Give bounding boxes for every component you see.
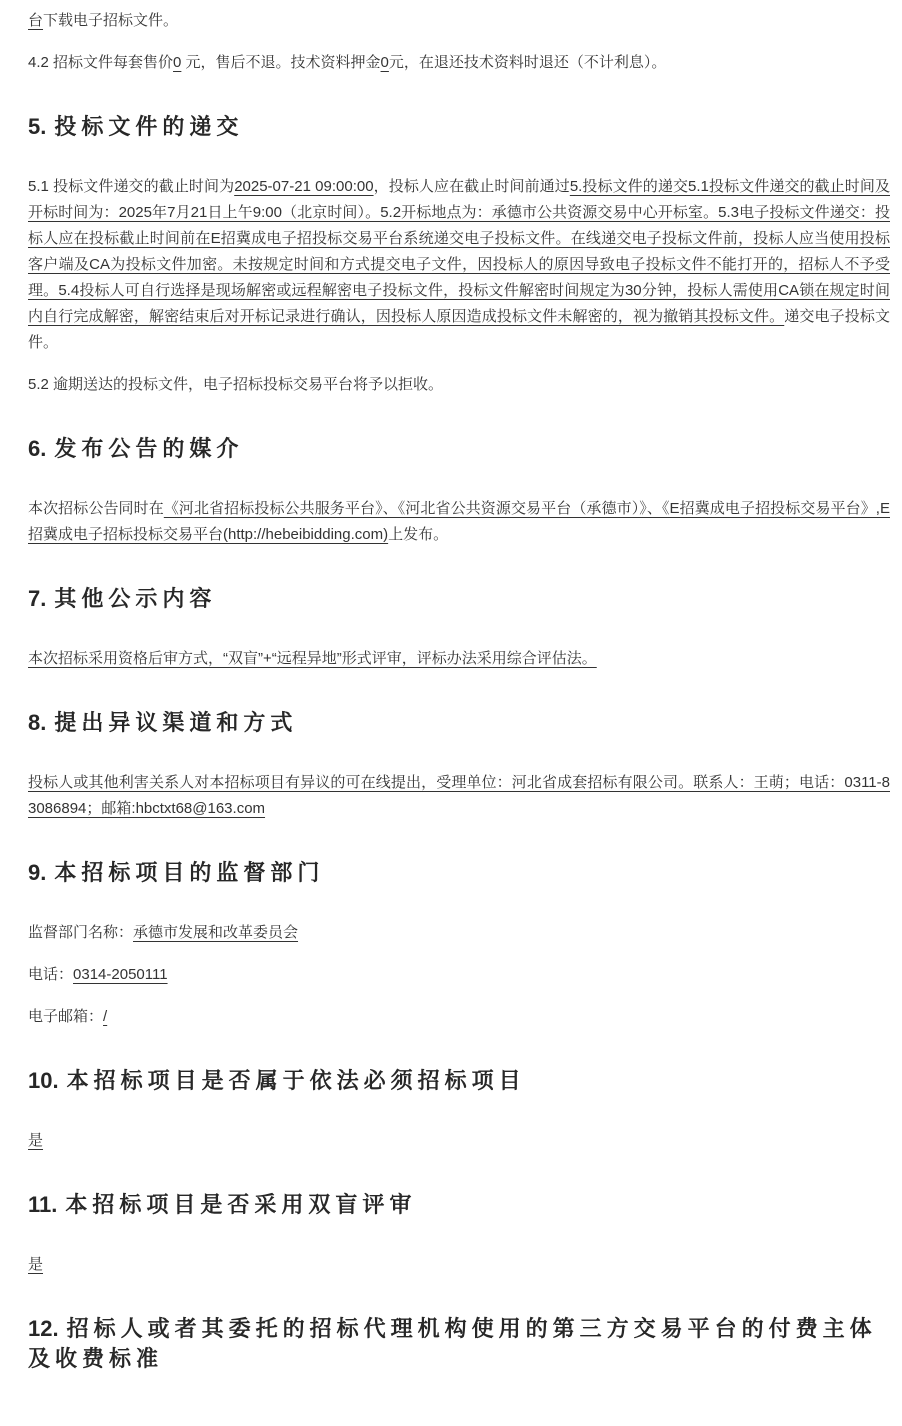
text-run: 电话： <box>28 966 74 983</box>
underlined-value: 台 <box>28 12 44 29</box>
text-run: 递交电子投标文件。 <box>28 308 890 351</box>
section-title: 其他公示内容 <box>54 586 217 611</box>
paragraph <box>28 920 890 946</box>
paragraph <box>28 174 890 356</box>
para-4-2 <box>28 50 890 76</box>
section-number: 11. <box>28 1192 58 1217</box>
text-run: 电子邮箱： <box>28 1008 104 1025</box>
section-title: 招标人或者其委托的招标代理机构使用的第三方交易平台的付费主体及收费标准 <box>28 1316 877 1371</box>
section-heading <box>28 1190 890 1220</box>
text-run: 4.2 招标文件每套售价 <box>28 54 174 71</box>
underlined-value: 0314-2050111 <box>73 966 168 983</box>
paragraph <box>28 1128 890 1154</box>
text-run: 本次招标公告同时在 <box>28 500 164 517</box>
paragraph <box>28 646 890 672</box>
section-heading <box>28 1314 890 1374</box>
underlined-value: 0 <box>173 54 182 71</box>
section-number: 5. <box>28 114 47 139</box>
underlined-value: 本次招标采用资格后审方式，“双盲”+“远程异地”形式评审，评标办法采用综合评估法。 <box>28 650 597 667</box>
section-11 <box>28 1190 890 1278</box>
text-run: 5.2 逾期送达的投标文件，电子招标投标交易平台将予以拒收。 <box>28 376 444 393</box>
text-run: 5.1 投标文件递交的截止时间为 <box>28 178 235 195</box>
underlined-value: 2025-07-21 09:00:00 <box>234 178 374 195</box>
section-number: 8. <box>28 710 47 735</box>
section-title: 本招标项目是否采用双盲评审 <box>65 1192 417 1217</box>
section-heading <box>28 1066 890 1096</box>
paragraph <box>28 372 890 398</box>
section-9 <box>28 858 890 1030</box>
paragraph <box>28 1252 890 1278</box>
paragraph <box>28 496 890 548</box>
underlined-value: 承德市发展和改革委员会 <box>133 924 299 941</box>
section-number: 12. <box>28 1316 59 1341</box>
section-8 <box>28 708 890 822</box>
section-title: 本招标项目是否属于依法必须招标项目 <box>66 1068 526 1093</box>
underlined-value: 是 <box>28 1132 44 1149</box>
section-number: 9. <box>28 860 47 885</box>
underlined-value: 投标人或其他利害关系人对本招标项目有异议的可在线提出，受理单位：河北省成套招标有限公司。联系人：王萌；电话：0311-83086894；邮箱:hbctxt68@163.com <box>28 774 890 817</box>
section-12 <box>28 1314 890 1374</box>
section-5 <box>28 112 890 398</box>
underlined-value: / <box>103 1008 108 1025</box>
section-number: 7. <box>28 586 47 611</box>
underlined-value: 5.投标文件的递交5.1投标文件递交的截止时间及开标时间为：2025年7月21日上午9:00（北京时间）。5.2开标地点为：承德市公共资源交易中心开标室。5.3电子投标文件递交：投标人应在投标截止时间前在E招冀成电子招投标交易平台系统递交电子投标文件。在线递交电子投标文件前，投标人应当使用投标客户端及CA为投标文件加密。未按规定时间和方式提交电子文件，因投标人的原因导致电子投标文件不能打开的，招标人不予受理。5.4投标人可自行选择是现场解密或远程解密电子投标文件，投标文件解密时间规定为30分钟，投标人需使用CA锁在规定时间内自行完成解密，解密结束后对开标记录进行确认，因投标人原因造成投标文件未解密的，视为撤销其投标文件。 <box>28 178 890 325</box>
section-heading <box>28 858 890 888</box>
paragraph <box>28 962 890 988</box>
section-title: 本招标项目的监督部门 <box>54 860 325 885</box>
paragraph <box>28 770 890 822</box>
section-title: 发布公告的媒介 <box>54 436 244 461</box>
section-title: 投标文件的递交 <box>54 114 244 139</box>
section-title: 提出异议渠道和方式 <box>54 710 298 735</box>
section-7 <box>28 584 890 672</box>
section-heading <box>28 708 890 738</box>
text-run: 上发布。 <box>388 526 449 543</box>
text-run: 下载电子招标文件。 <box>43 12 179 29</box>
section-heading <box>28 584 890 614</box>
paragraph <box>28 1004 890 1030</box>
section-number: 10. <box>28 1068 59 1093</box>
text-run: 元，在退还技术资料时退还（不计利息）。 <box>388 54 667 71</box>
underlined-value: 是 <box>28 1256 44 1273</box>
para-download-tail <box>28 8 890 34</box>
document-body <box>28 8 890 1374</box>
section-heading <box>28 434 890 464</box>
section-heading <box>28 112 890 142</box>
text-run: ，投标人应在截止时间前通过 <box>373 178 570 195</box>
text-run: 元，售后不退。技术资料押金 <box>181 54 381 71</box>
underlined-value: 0 <box>380 54 389 71</box>
section-number: 6. <box>28 436 47 461</box>
text-run: 监督部门名称： <box>28 924 134 941</box>
underlined-value: 《河北省招标投标公共服务平台》、《河北省公共资源交易平台（承德市）》、《E招冀成电子招投标交易平台》,E招冀成电子招标投标交易平台(http://hebeibidding.com) <box>28 500 890 543</box>
section-6 <box>28 434 890 548</box>
section-10 <box>28 1066 890 1154</box>
